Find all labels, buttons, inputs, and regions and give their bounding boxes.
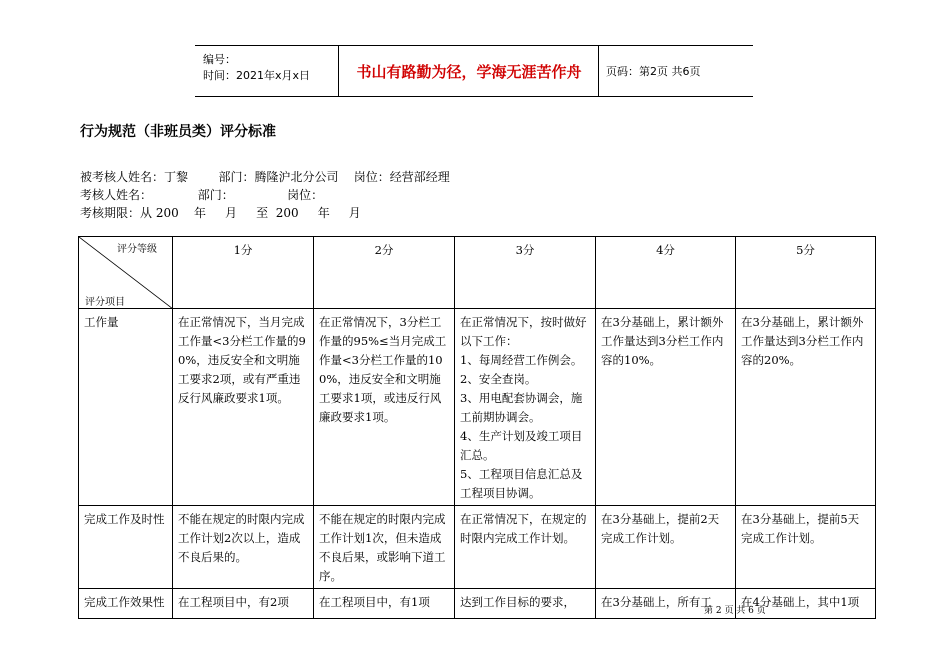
table-header-row	[79, 237, 876, 309]
corner-bottom-label: 评分项目	[85, 297, 125, 308]
doc-title: 行为规范（非班员类）评分标准	[80, 124, 276, 140]
level-header-1: 1分	[173, 237, 314, 309]
table-cell: 在3分基础上，所有工	[596, 589, 736, 619]
time-label: 时间：2021年x月x日	[203, 69, 311, 82]
header-meta	[195, 46, 339, 96]
table-cell: 在工程项目中，有1项	[314, 589, 455, 619]
table-cell: 不能在规定的时限内完成工作计划1次，但未造成不良后果，或影响下道工序。	[314, 506, 455, 589]
level-header-4: 4分	[596, 237, 736, 309]
item-effectiveness: 完成工作效果性	[79, 589, 173, 619]
level-header-2: 2分	[314, 237, 455, 309]
table-cell: 在正常情况下，3分栏工作量的95%≤当月完成工作量<3分栏工作量的100%，违反安全和文明施工要求1项，或违反行风廉政要求1项。	[314, 309, 455, 506]
table-row	[79, 309, 876, 506]
table-cell: 在正常情况下，按时做好以下工作： 1、每周经营工作例会。 2、安全查岗。 3、用电配套协调会，施工前期协调会。 4、生产计划及竣工项目汇总。 5、工程项目信息汇总及工程项目协调。	[455, 309, 596, 506]
table-cell: 达到工作目标的要求，	[455, 589, 596, 619]
page-footer: 第 2 页 共 6 页	[704, 606, 766, 616]
table-cell: 不能在规定的时限内完成工作计划2次以上，造成不良后果的。	[173, 506, 314, 589]
corner-cell	[79, 237, 173, 309]
table-cell: 在3分基础上，提前5天完成工作计划。	[736, 506, 876, 589]
code-label: 编号：	[203, 53, 236, 66]
info-line-assessor: 考核人姓名： 部门： 岗位：	[80, 188, 324, 202]
table-cell: 在3分基础上，累计额外工作量达到3分栏工作内容的10%。	[596, 309, 736, 506]
table-cell: 在正常情况下，当月完成工作量<3分栏工作量的90%，违反安全和文明施工要求2项，或有严重违反行风廉政要求1项。	[173, 309, 314, 506]
table-cell: 在工程项目中，有2项	[173, 589, 314, 619]
item-timeliness: 完成工作及时性	[79, 506, 173, 589]
info-line-assessee: 被考核人姓名：丁黎 部门：腾隆沪北分公司 岗位：经营部经理	[80, 170, 450, 184]
motto-text: 书山有路勤为径，学海无涯苦作舟	[340, 46, 599, 96]
level-header-3: 3分	[455, 237, 596, 309]
table-row	[79, 506, 876, 589]
table-cell: 在4分基础上，其中1项	[736, 589, 876, 619]
corner-top-label: 评分等级	[117, 244, 157, 255]
level-header-5: 5分	[736, 237, 876, 309]
item-workload: 工作量	[79, 309, 173, 506]
info-line-period: 考核期限：从 200 年 月 至 200 年 月	[80, 206, 361, 220]
table-cell: 在3分基础上，累计额外工作量达到3分栏工作内容的20%。	[736, 309, 876, 506]
page-info: 页码：第2页 共6页	[606, 65, 701, 78]
document-header	[195, 45, 753, 97]
table-cell: 在正常情况下，在规定的时限内完成工作计划。	[455, 506, 596, 589]
table-cell: 在3分基础上，提前2天完成工作计划。	[596, 506, 736, 589]
scoring-table	[78, 236, 876, 619]
